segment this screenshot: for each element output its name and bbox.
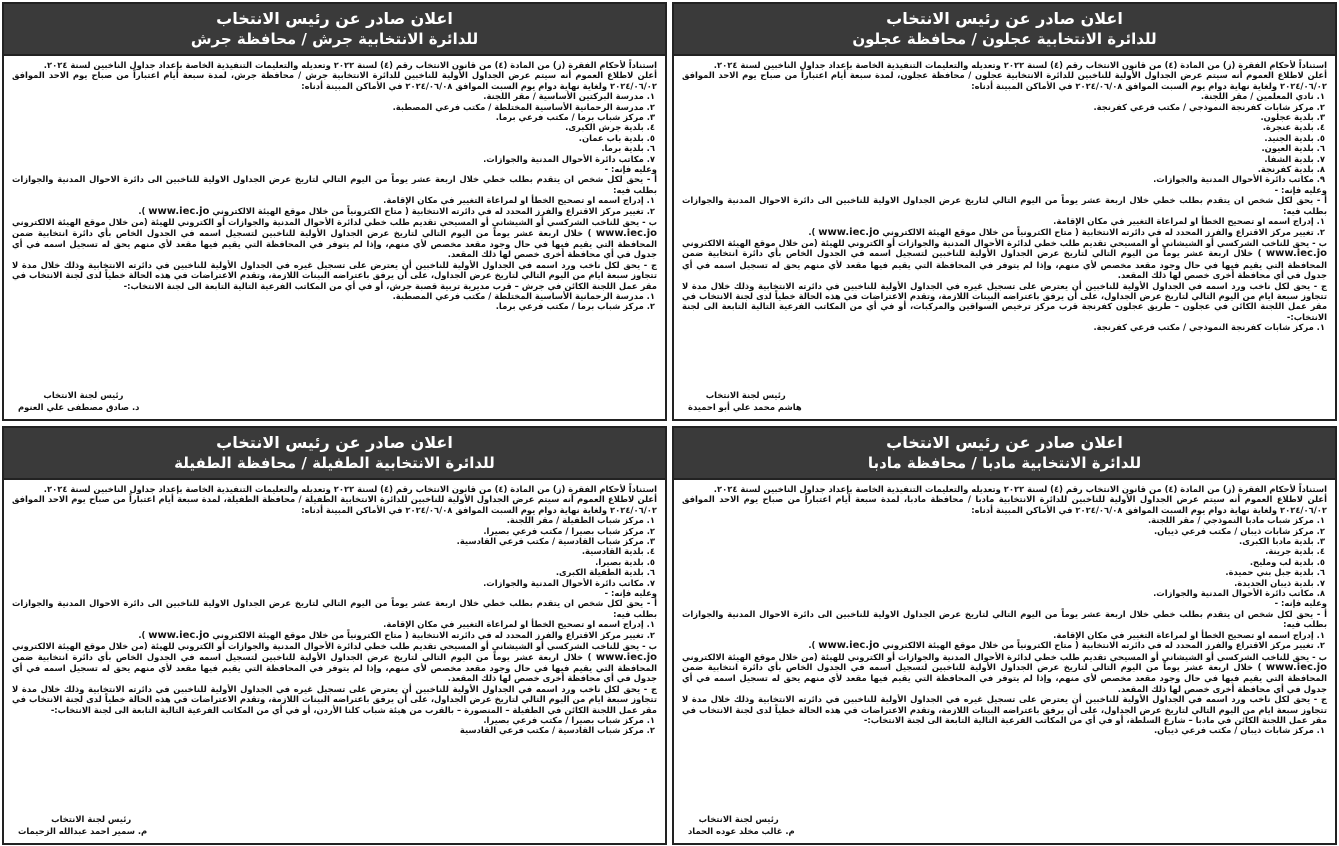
wa-alayh: وعليه فإنه: - — [604, 588, 657, 599]
website-link[interactable]: www.iec.jo — [818, 226, 880, 238]
location-item: ٣. مركز شباب القادسية / مكتب فرعي القادسية. — [456, 536, 655, 547]
notice-madaba — [672, 426, 1337, 845]
notice-title: اعلان صادر عن رئيس الانتخاب — [216, 433, 453, 452]
location-item: ٣. مركز شباب برما / مكتب فرعي برما. — [495, 112, 655, 123]
notice-body — [4, 480, 665, 843]
clause-b: ب - يحق للناخب الشركسي أو الشيشاني أو المسيحي تقديم طلب خطي لدائرة الأحوال المدنية والجوازات أو الكتروني للهيئة (من خلال موقع الهيئة الالكتروني www.iec.jo ) خلال اربعة عشر يوماً من اليوم التالي لتاريخ عرض الجداول الأولية للناخبين لتسجيل اسمه في الجدول الخاص بأي دائرة انتخابية ضمن المحافظة التي يقيم فيها في حال وجود مقعد مخصص لأي منهم، وإذا لم يتوفر في المحافظة التي يقيم فيها مقعد لأي منهم يحق له تسجيل اسمه في أي جدول في أي محافظة أخرى خصص لها ذلك المقعد. — [682, 237, 1328, 281]
clause-a-2: ٢. تغيير مركز الاقتراع والفرز المحدد له في دائرته الانتخابية ( متاح الكترونياً من خلال موقع الهيئة الالكتروني www.iec.jo ). — [138, 629, 655, 641]
clause-c: ج - يحق لكل ناخب ورد اسمه في الجداول الأولية للناخبين أن يعترض على تسجيل غيره في الجداول الأولية للناخبين في دائرته الانتخابية وذلك خلال مدة لا تتجاوز سبعة ايام من اليوم التالي لتاريخ عرض الجداول، على أن يرفق باعتراضه البينات اللازمة، وتقدم الاعتراضات في هذه الحالة خطياً لدى لجنة الانتخاب في مقر عمل اللجنة الكائن في عجلون – طريق عجلون كفرنجة قرب مركز ترخيص السواقين والمركبات، أو في أي من المكاتب الفرعية التالية التابعة الى لجنة الانتخاب:- — [682, 280, 1327, 322]
location-item: ٧. بلدية الشفا. — [1264, 153, 1325, 164]
location-item: ٥. بلدية بصيرا. — [595, 556, 655, 567]
notice-subtitle: للدائرة الانتخابية جرش / محافظة جرش — [190, 30, 479, 48]
location-item: ٨. بلدية كفرنجة. — [1257, 164, 1325, 175]
notice-header — [674, 4, 1335, 56]
branch-item: ١. مركز شابات ذيبان / مكتب فرعي ذيبان. — [1153, 725, 1325, 736]
location-item: ٢. مركز شابات ذيبان / مكتب فرعي ذيبان. — [1153, 525, 1325, 536]
locations-list — [12, 91, 657, 164]
clause-a-1: ١. إدراج اسمه او تصحيح الخطأ او لمراعاة التغيير في مكان الإقامة. — [383, 195, 655, 206]
notice-ajloun — [672, 2, 1337, 421]
notice-jerash — [2, 2, 667, 421]
location-item: ٥. بلدية لب ومليح. — [1249, 556, 1325, 567]
signer-role: رئيس لجنة الانتخاب — [43, 390, 124, 400]
wa-alayh: وعليه فإنه: - — [604, 164, 657, 175]
location-item: ٥. بلدية باب عمان. — [578, 132, 655, 143]
branch-item: ١. مدرسة الرحمانية الأساسية المختلطة / مكتب فرعي المصطبة. — [392, 290, 655, 301]
signer-name: م. غالب مخلد عوده الحماد — [688, 826, 795, 836]
website-link[interactable]: www.iec.jo — [148, 205, 210, 217]
signer-role: رئيس لجنة الانتخاب — [51, 814, 132, 824]
clause-a-1: ١. إدراج اسمه او تصحيح الخطأ او لمراعاة التغيير في مكان الإقامة. — [383, 619, 655, 630]
notice-header — [4, 4, 665, 56]
notice-body — [4, 56, 665, 419]
notice-intro: استناداً لأحكام الفقرة (ز) من المادة (٤) من قانون الانتخاب رقم (٤) لسنة ٢٠٢٢ وتعديله والتعليمات التنفيذية الخاصة بإعداد جداول الناخبين لسنة ٢٠٢٤. — [43, 60, 657, 70]
clause-a: أ - يحق لكل شخص ان يتقدم بطلب خطي خلال اربعة عشر يوماً من اليوم التالي لتاريخ عرض الجداول الاولية للناخبين الى دائرة الاحوال المدنية والجوازات بطلب فيه: — [12, 598, 657, 619]
location-item: ٤. بلدية جرينة. — [1265, 546, 1325, 557]
notice-tafila — [2, 426, 667, 845]
location-item: ١. نادي المعلمين / مقر اللجنة. — [1200, 91, 1325, 102]
website-link[interactable]: www.iec.jo — [595, 227, 658, 239]
clause-a: أ - يحق لكل شخص ان يتقدم بطلب خطي خلال اربعة عشر يوماً من اليوم التالي لتاريخ عرض الجداول الاولية للناخبين الى دائرة الاحوال المدنية والجوازات بطلب فيه: — [12, 174, 657, 195]
location-item: ٧. مكاتب دائرة الأحوال المدنية والجوازات. — [483, 577, 655, 588]
website-link[interactable]: www.iec.jo — [1265, 248, 1328, 260]
clause-b: ب - يحق للناخب الشركسي أو الشيشاني أو المسيحي تقديم طلب خطي لدائرة الأحوال المدنية والجوازات أو الكتروني للهيئة (من خلال موقع الهيئة الالكتروني www.iec.jo ) خلال اربعة عشر يوماً من اليوم التالي لتاريخ عرض الجداول الأولية للناخبين لتسجيل اسمه في الجدول الخاص بأي دائرة انتخابية ضمن المحافظة التي يقيم فيها في حال وجود مقعد مخصص لأي منهم، وإذا لم يتوفر في المحافظة التي يقيم فيها مقعد لأي منهم يحق له تسجيل اسمه في أي جدول في أي محافظة أخرى خصص لها ذلك المقعد. — [12, 641, 658, 684]
website-link[interactable]: www.iec.jo — [818, 640, 880, 652]
notice-subtitle: للدائرة الانتخابية الطفيلة / محافظة الطفيلة — [174, 454, 495, 472]
notice-title: اعلان صادر عن رئيس الانتخاب — [886, 9, 1123, 28]
notice-intro: استناداً لأحكام الفقرة (ز) من المادة (٤) من قانون الانتخاب رقم (٤) لسنة ٢٠٢٢ وتعديله والتعليمات التنفيذية الخاصة بإعداد جداول الناخبين لسنة ٢٠٢٤. — [43, 484, 657, 494]
location-item: ٩. مكاتب دائرة الأحوال المدنية والجوازات. — [1153, 174, 1325, 185]
branch-item: ١. مركز شابات كفرنجة النموذجي / مكتب فرعي كفرنجة. — [1093, 322, 1325, 333]
location-item: ٢. مركز شباب بصيرا / مكتب فرعي بصيرا. — [483, 525, 655, 536]
branches-list — [682, 725, 1327, 735]
location-item: ٣. بلدية مادبا الكبرى. — [1239, 536, 1325, 547]
clause-c: ج - يحق لكل ناخب ورد اسمه في الجداول الأولية للناخبين أن يعترض على تسجيل غيره في الجداول الأولية للناخبين في دائرته الانتخابية وذلك خلال مدة لا تتجاوز سبعة ايام من اليوم التالي لتاريخ عرض الجداول، على أن يرفق باعتراضه البينات اللازمة، وتقدم الاعتراضات في هذه الحالة خطياً لدى لجنة الانتخاب في مقر عمل اللجنة الكائن في الطفيلة – المنصورة – بالقرب من هيئة شباب كلنا الأردن، أو في أي من المكاتب الفرعية التالية التابعة الى لجنة الانتخاب:- — [12, 683, 657, 715]
location-item: ٢. مركز شابات كفرنجة النموذجي / مكتب فرعي كفرنجة. — [1093, 101, 1325, 112]
location-item: ٥. بلدية الجنيد. — [1264, 132, 1325, 143]
clause-a-1: ١. إدراج اسمه او تصحيح الخطأ او لمراعاة التغيير في مكان الإقامة. — [1053, 629, 1325, 640]
signer-role: رئيس لجنة الانتخاب — [705, 390, 786, 400]
branches-list — [12, 715, 657, 736]
location-item: ٣. بلدية عجلون. — [1260, 112, 1325, 123]
notice-announce: أعلن لاطلاع العموم أنه سيتم عرض الجداول الأولية للناخبين للدائرة الانتخابية مادبا / محافظة مادبا، لمدة سبعة أيام اعتباراً من صباح يوم الاحد الموافق ٢٠٢٤/٠٦/٠٢ ولغاية نهاية دوام يوم السبت الموافق ٢٠٢٤/٠٦/٠٨ في الأماكن المبينة أدناه: — [682, 494, 1327, 515]
location-item: ٧. بلدية ذيبان الجديدة. — [1234, 577, 1325, 588]
locations-list — [682, 515, 1327, 598]
branch-item: ٢. مركز شباب برما / مكتب فرعي برما. — [495, 301, 655, 312]
wa-alayh: وعليه فإنه: - — [1274, 184, 1327, 195]
branches-list — [682, 322, 1327, 332]
clause-b: ب - يحق للناخب الشركسي أو الشيشاني أو المسيحي تقديم طلب خطي لدائرة الأحوال المدنية والجوازات أو الكتروني للهيئة (من خلال موقع الهيئة الالكتروني www.iec.jo ) خلال اربعة عشر يوماً من اليوم التالي لتاريخ عرض الجداول الأولية للناخبين لتسجيل اسمه في الجدول الخاص بأي دائرة انتخابية ضمن المحافظة التي يقيم فيها في حال وجود مقعد مخصص لأي منهم، وإذا لم يتوفر في المحافظة التي يقيم فيها مقعد لأي منهم يحق له تسجيل اسمه في أي جدول في أي محافظة أخرى خصص لها ذلك المقعد. — [682, 651, 1328, 694]
clause-b: ب - يحق للناخب الشركسي أو الشيشاني أو المسيحي تقديم طلب خطي لدائرة الأحوال المدنية والجوازات أو الكتروني للهيئة (من خلال موقع الهيئة الالكتروني www.iec.jo ) خلال اربعة عشر يوماً من اليوم التالي لتاريخ عرض الجداول الأولية للناخبين لتسجيل اسمه في الجدول الخاص بأي دائرة انتخابية ضمن المحافظة التي يقيم فيها في حال وجود مقعد مخصص لأي منهم، وإذا لم يتوفر في المحافظة التي يقيم فيها مقعد لأي منهم يحق له تسجيل اسمه في أي جدول في أي محافظة أخرى خصص لها ذلك المقعد. — [12, 217, 658, 260]
location-item: ٤. بلدية عنجرة. — [1262, 122, 1325, 133]
location-item: ٦. بلدية جبل بني حميدة. — [1225, 567, 1325, 578]
notice-header — [674, 428, 1335, 480]
website-link[interactable]: www.iec.jo — [595, 651, 658, 663]
notice-announce: أعلن لاطلاع العموم أنه سيتم عرض الجداول الأولية للناخبين للدائرة الانتخابية الطفيلة / محافظة الطفيلة، لمدة سبعة أيام اعتباراً من صباح يوم الاحد الموافق ٢٠٢٤/٠٦/٠٢ ولغاية نهاية دوام يوم السبت الموافق ٢٠٢٤/٠٦/٠٨ في الأماكن المبينة أدناه: — [12, 494, 657, 515]
location-item: ١. مدرسة البركتين الأساسية / مقر اللجنة. — [483, 91, 655, 102]
notice-header — [4, 428, 665, 480]
signer-name: هاشم محمد علي أبو احميدة — [688, 402, 802, 412]
location-item: ٤. بلدية القادسية. — [581, 546, 655, 557]
signature-block — [688, 813, 795, 837]
location-item: ٦. بلدية برما. — [601, 143, 655, 154]
location-item: ٧. مكاتب دائرة الأحوال المدنية والجوازات. — [483, 153, 655, 164]
location-item: ١. مركز شباب مادبا النموذجي / مقر اللجنة. — [1147, 515, 1325, 526]
locations-list — [682, 91, 1327, 185]
branch-item: ٢. مركز شباب القادسية / مكتب فرعي القادسية — [459, 725, 655, 736]
wa-alayh: وعليه فإنه: - — [1274, 598, 1327, 609]
clause-a-1: ١. إدراج اسمه او تصحيح الخطأ او لمراعاة التغيير في مكان الإقامة. — [1053, 216, 1325, 227]
location-item: ١. مركز شباب الطفيلة / مقر اللجنة. — [506, 515, 655, 526]
signature-block — [688, 389, 802, 413]
branches-list — [12, 291, 657, 312]
notice-body — [674, 56, 1335, 419]
location-item: ٦. بلدية العيون. — [1261, 143, 1325, 154]
locations-list — [12, 515, 657, 588]
location-item: ٤. بلدية جرش الكبرى. — [565, 122, 655, 133]
notice-intro: استناداً لأحكام الفقرة (ز) من المادة (٤) من قانون الانتخاب رقم (٤) لسنة ٢٠٢٢ وتعديله والتعليمات التنفيذية الخاصة بإعداد جداول الناخبين لسنة ٢٠٢٤. — [713, 484, 1327, 494]
website-link[interactable]: www.iec.jo — [1265, 661, 1328, 673]
notice-subtitle: للدائرة الانتخابية عجلون / محافظة عجلون — [852, 30, 1157, 48]
signer-name: د. صادق مصطفى علي العنوم — [18, 402, 140, 412]
clause-a: أ - يحق لكل شخص ان يتقدم بطلب خطي خلال اربعة عشر يوماً من اليوم التالي لتاريخ عرض الجداول الاولية للناخبين الى دائرة الاحوال المدنية والجوازات بطلب فيه: — [682, 608, 1327, 630]
notice-intro: استناداً لأحكام الفقرة (ز) من المادة (٤) من قانون الانتخاب رقم (٤) لسنة ٢٠٢٢ وتعديله والتعليمات التنفيذية الخاصة بإعداد جداول الناخبين لسنة ٢٠٢٤. — [713, 60, 1327, 70]
location-item: ٨. مكاتب دائرة الأحوال المدنية والجوازات. — [1153, 588, 1325, 599]
clause-a-2: ٢. تغيير مركز الاقتراع والفرز المحدد له في دائرته الانتخابية ( متاح الكترونياً من خلال موقع الهيئة الالكتروني www.iec.jo ). — [138, 205, 655, 217]
signature-block — [18, 389, 139, 413]
branch-item: ١. مركز شباب بصيرا / مكتب فرعي بصيرا. — [483, 714, 655, 725]
clause-a-2: ٢. تغيير مركز الاقتراع والفرز المحدد له في دائرته الانتخابية ( متاح الكترونياً من خلال موقع الهيئة الالكتروني www.iec.jo ). — [808, 226, 1325, 238]
notice-announce: أعلن لاطلاع العموم أنه سيتم عرض الجداول الأولية للناخبين للدائرة الانتخابية جرش / محافظة جرش، لمدة سبعة أيام اعتباراً من صباح يوم الاحد الموافق ٢٠٢٤/٠٦/٠٢ ولغاية نهاية دوام يوم السبت الموافق ٢٠٢٤/٠٦/٠٨ في الأماكن المبينة أدناه: — [12, 70, 657, 91]
notice-title: اعلان صادر عن رئيس الانتخاب — [886, 433, 1123, 452]
location-item: ٦. بلدية الطفيلة الكبرى. — [555, 567, 655, 578]
clause-c: ج - يحق لكل ناخب ورد اسمه في الجداول الأولية للناخبين أن يعترض على تسجيل غيره في الجداول الأولية للناخبين في دائرته الانتخابية وذلك خلال مدة لا تتجاوز سبعة ايام من اليوم التالي لتاريخ عرض الجداول، على أن يرفق باعتراضه البينات اللازمة، وتقدم الاعتراضات في هذه الحالة خطياً لدى لجنة الانتخاب في مقر عمل اللجنة الكائن في جرش – قرب مديرية تربية قصبة جرش، أو في أي من المكاتب الفرعية التالية التابعة الى لجنة الانتخاب:- — [12, 259, 657, 291]
clause-c: ج - يحق لكل ناخب ورد اسمه في الجداول الأولية للناخبين أن يعترض على تسجيل غيره في الجداول الأولية للناخبين في دائرته الانتخابية وذلك خلال مدة لا تتجاوز سبعة ايام من اليوم التالي لتاريخ عرض الجداول، على أن يرفق باعتراضه البينات اللازمة، وتقدم الاعتراضات في هذه الحالة خطياً لدى لجنة الانتخاب في مقر عمل اللجنة الكائن في مادبا – شارع السلطة، أو في أي من المكاتب الفرعية التالية التابعة الى لجنة الانتخاب:- — [682, 694, 1327, 725]
notice-title: اعلان صادر عن رئيس الانتخاب — [216, 9, 453, 28]
signer-role: رئيس لجنة الانتخاب — [698, 814, 779, 824]
signature-block — [18, 813, 147, 837]
notice-subtitle: للدائرة الانتخابية مادبا / محافظة مادبا — [867, 454, 1142, 472]
notice-announce: أعلن لاطلاع العموم أنه سيتم عرض الجداول الأولية للناخبين للدائرة الانتخابية عجلون / محافظة عجلون، لمدة سبعة أيام اعتباراً من صباح يوم الاحد الموافق ٢٠٢٤/٠٦/٠٢ ولغاية نهاية دوام يوم السبت الموافق ٢٠٢٤/٠٦/٠٨ في الأماكن المبينة أدناه: — [682, 70, 1327, 91]
location-item: ٢. مدرسة الرحمانية الأساسية المختلطة / مكتب فرعي المصطبة. — [392, 101, 655, 112]
clause-a-2: ٢. تغيير مركز الاقتراع والفرز المحدد له في دائرته الانتخابية ( متاح الكترونياً من خلال موقع الهيئة الالكتروني www.iec.jo ). — [808, 640, 1325, 652]
signer-name: م. سمير احمد عبدالله الزحيمات — [18, 826, 148, 836]
website-link[interactable]: www.iec.jo — [148, 629, 210, 641]
notice-body — [674, 480, 1335, 843]
clause-a: أ - يحق لكل شخص ان يتقدم بطلب خطي خلال اربعة عشر يوماً من اليوم التالي لتاريخ عرض الجداول الاولية للناخبين الى دائرة الاحوال المدنية والجوازات بطلب فيه: — [682, 195, 1327, 216]
